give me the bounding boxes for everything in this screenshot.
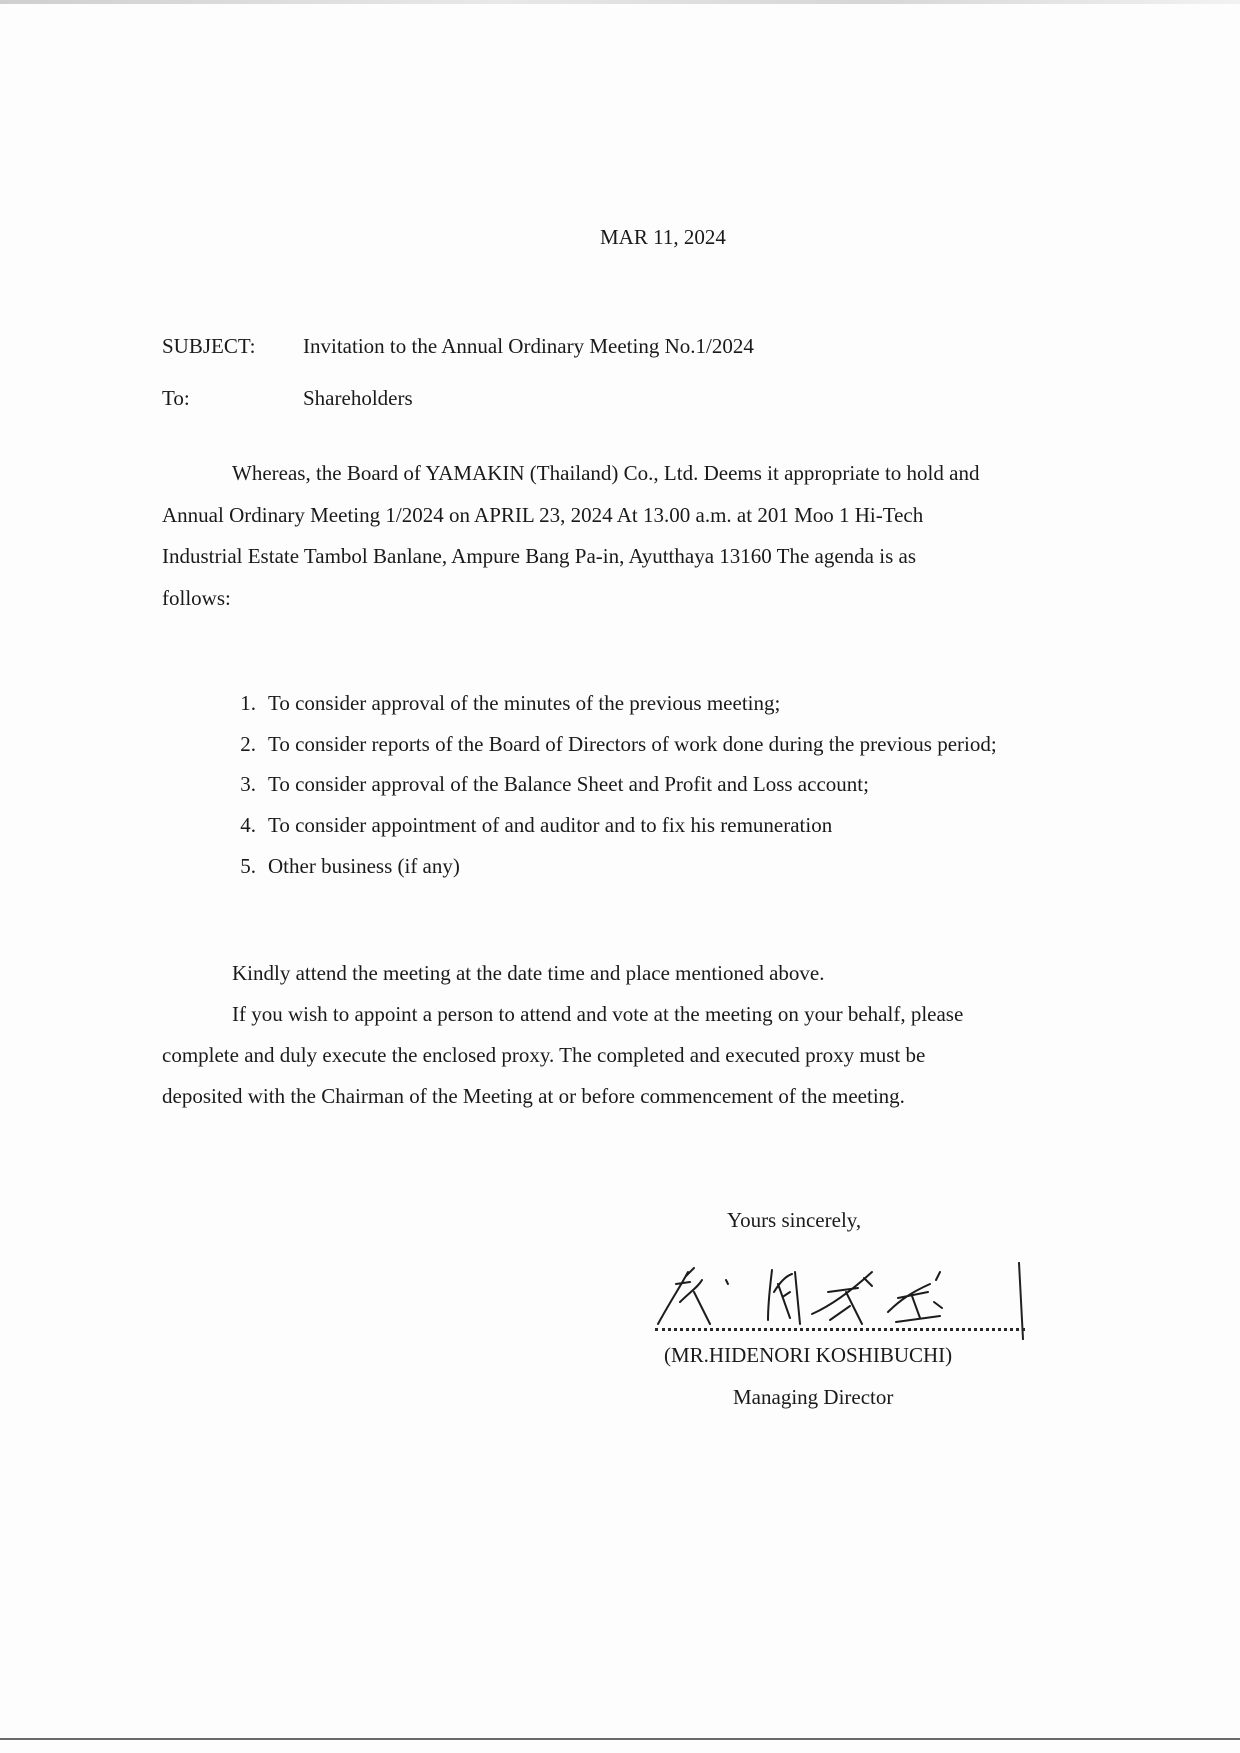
salutation: Yours sincerely, <box>727 1208 862 1232</box>
agenda-item-text: Other business (if any) <box>268 854 460 878</box>
agenda-item-number: 1. <box>240 691 256 715</box>
intro-line: Annual Ordinary Meeting 1/2024 on APRIL 23, 2024 At 13.00 a.m. at 201 Moo 1 Hi-Tech <box>162 503 924 527</box>
agenda-item-text: To consider approval of the minutes of the previous meeting; <box>268 691 781 715</box>
letter-date: MAR 11, 2024 <box>600 225 726 249</box>
closing-line: complete and duly execute the enclosed proxy. The completed and executed proxy must be <box>162 1043 926 1067</box>
agenda-item-text: To consider approval of the Balance Sheet and Profit and Loss account; <box>268 772 869 796</box>
closing-line: Kindly attend the meeting at the date time and place mentioned above. <box>232 961 825 985</box>
closing-line: If you wish to appoint a person to attend and vote at the meeting on your behalf, please <box>232 1002 964 1026</box>
agenda-item-text: To consider reports of the Board of Directors of work done during the previous period; <box>268 732 997 756</box>
closing-line: deposited with the Chairman of the Meeting at or before commencement of the meeting. <box>162 1084 905 1108</box>
subject-text: Invitation to the Annual Ordinary Meeting No.1/2024 <box>303 334 754 358</box>
agenda-item-number: 5. <box>240 854 256 878</box>
agenda-item-number: 3. <box>240 772 256 796</box>
to-label: To: <box>162 386 190 410</box>
agenda-item-text: To consider appointment of and auditor and to fix his remuneration <box>268 813 833 837</box>
signatory-name: (MR.HIDENORI KOSHIBUCHI) <box>664 1343 953 1367</box>
intro-line: Whereas, the Board of YAMAKIN (Thailand) Co., Ltd. Deems it appropriate to hold and <box>232 461 980 485</box>
signatory-title: Managing Director <box>733 1385 894 1409</box>
signature-line <box>655 1324 1025 1331</box>
agenda-item-number: 4. <box>240 813 256 837</box>
intro-line: follows: <box>162 586 231 610</box>
intro-line: Industrial Estate Tambol Banlane, Ampure Bang Pa-in, Ayutthaya 13160 The agenda is as <box>162 544 917 568</box>
agenda-item-number: 2. <box>240 732 256 756</box>
to-text: Shareholders <box>303 386 413 410</box>
scan-edge-top <box>0 0 1240 4</box>
subject-label: SUBJECT: <box>162 334 256 358</box>
scan-edge-bottom <box>0 1738 1240 1740</box>
